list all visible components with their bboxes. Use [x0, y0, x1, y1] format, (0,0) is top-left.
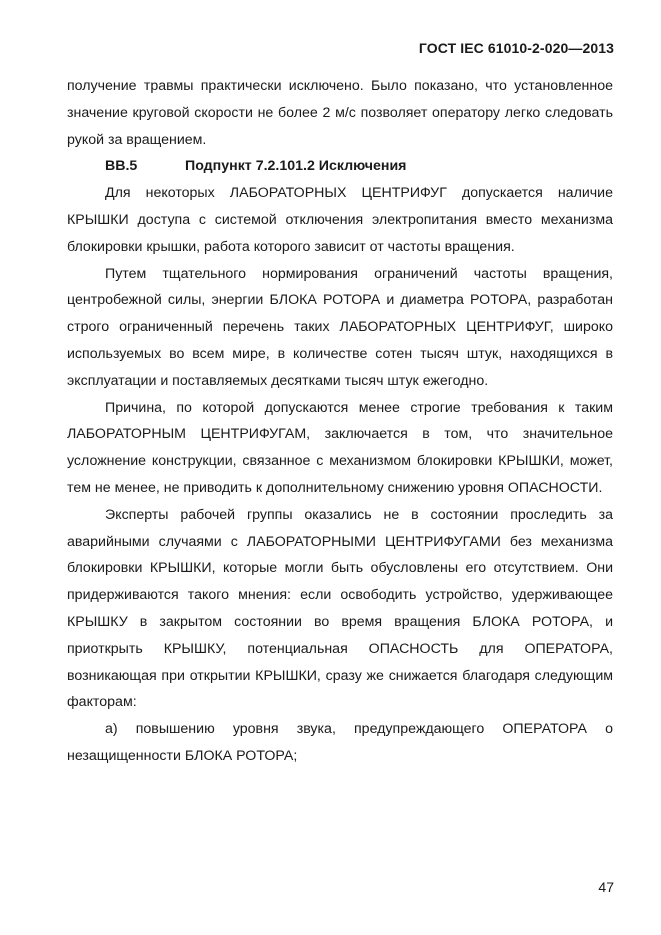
paragraph: Путем тщательного нормирования ограничений частоты вращения, центробежной силы, энергии БЛОКА РОТОРА и диаметра РОТОРА, разработан строго ограниченный перечень таких ЛАБОРАТОРНЫХ ЦЕНТРИФУГ, широко используемых во всем мире, в количестве сотен тысяч штук, находящихся в эксплуатации и поставляемых десятками тысяч штук ежегодно.	[67, 265, 613, 389]
paragraph-continuation: получение травмы практически исключено. Было показано, что установленное значение круговой скорости не более 2 м/с позволяет оператору легко следовать рукой за вращением.	[67, 78, 613, 148]
document-body	[67, 73, 613, 770]
list-item-a: а) повышению уровня звука, предупреждающего ОПЕРАТОРА о незащищенности БЛОКА РОТОРА;	[67, 721, 613, 764]
paragraph: Причина, по которой допускаются менее строгие требования к таким ЛАБОРАТОРНЫМ ЦЕНТРИФУГАМ, заключается в том, что значительное усложнение конструкции, связанное с механизмом блокировки КРЫШКИ, может, тем не менее, не приводить к дополнительному снижению уровня ОПАСНОСТИ.	[67, 399, 613, 496]
section-number: BB.5	[105, 158, 138, 175]
paragraph: Для некоторых ЛАБОРАТОРНЫХ ЦЕНТРИФУГ допускается наличие КРЫШКИ доступа с системой отключения электропитания вместо механизма блокировки крышки, работа которого зависит от частоты вращения.	[67, 185, 613, 255]
page-number: 47	[598, 879, 614, 895]
paragraph: Эксперты рабочей группы оказались не в состоянии проследить за аварийными случаями с ЛАБОРАТОРНЫМИ ЦЕНТРИФУГАМИ без механизма блокировки КРЫШКИ, которые могли быть обусловлены его отсутствием. Они придерживаются такого мнения: если освободить устройство, удерживающее КРЫШКУ в закрытом состоянии во время вращения БЛОКА РОТОРА, и приоткрыть КРЫШКУ, потенциальная ОПАСНОСТЬ для ОПЕРАТОРА, возникающая при открытии КРЫШКИ, сразу же снижается благодаря следующим факторам:	[67, 506, 613, 711]
document-header: ГОСТ IEC 61010-2-020—2013	[418, 40, 614, 56]
section-heading	[67, 153, 613, 180]
section-title: Подпункт 7.2.101.2 Исключения	[185, 158, 407, 175]
